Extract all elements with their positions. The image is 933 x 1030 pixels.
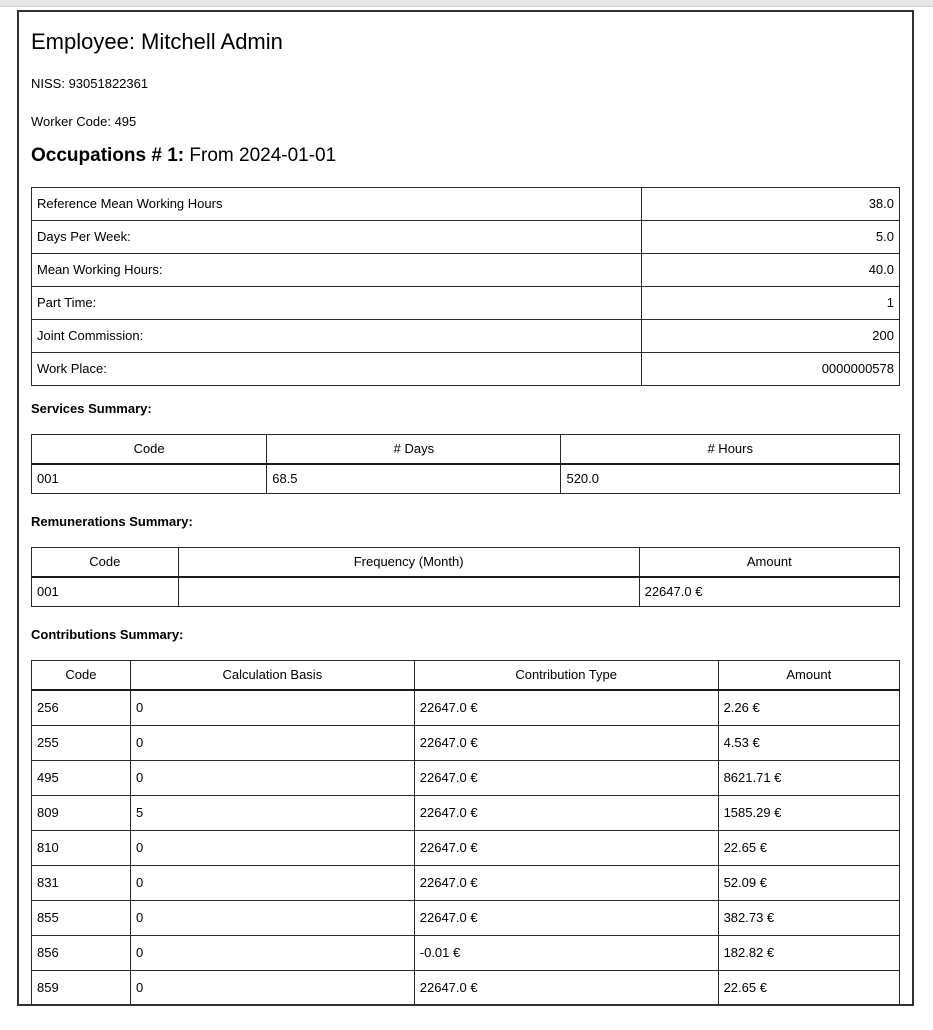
column-header: Code [32, 660, 131, 690]
detail-label: Days Per Week: [32, 220, 642, 253]
detail-value: 5.0 [642, 220, 900, 253]
table-row [32, 830, 900, 865]
occupation-detail-row [32, 286, 900, 319]
table-row [32, 725, 900, 760]
table-cell: 4.53 € [718, 725, 899, 760]
occupation-details-body [32, 187, 900, 385]
contributions-table-body [32, 690, 900, 1006]
column-header: Amount [639, 547, 899, 577]
table-row [32, 865, 900, 900]
contributions-header-row [32, 660, 900, 690]
table-cell: 2.26 € [718, 690, 899, 726]
table-cell: 256 [32, 690, 131, 726]
report-page [17, 10, 914, 1006]
table-cell: 0 [130, 970, 414, 1005]
viewer-top-strip [0, 0, 933, 7]
table-cell: 22647.0 € [639, 577, 899, 607]
services-table-head [32, 434, 900, 464]
occupation-detail-row [32, 352, 900, 385]
occupation-detail-row [32, 220, 900, 253]
table-cell: 5 [130, 795, 414, 830]
table-cell: 22647.0 € [414, 725, 718, 760]
employee-title: Employee: Mitchell Admin [31, 29, 283, 54]
services-table-body [32, 464, 900, 494]
table-cell: -0.01 € [414, 935, 718, 970]
table-row [32, 577, 900, 607]
column-header: # Days [267, 434, 561, 464]
column-header: Amount [718, 660, 899, 690]
table-row [32, 935, 900, 970]
table-cell: 001 [32, 577, 179, 607]
detail-value: 0000000578 [642, 352, 900, 385]
column-header: Calculation Basis [130, 660, 414, 690]
column-header: Contribution Type [414, 660, 718, 690]
table-cell: 52.09 € [718, 865, 899, 900]
contributions-summary-table [31, 660, 900, 1006]
detail-label: Work Place: [32, 352, 642, 385]
detail-label: Reference Mean Working Hours [32, 187, 642, 220]
occupation-heading-date: From 2024-01-01 [189, 145, 337, 166]
column-header: Frequency (Month) [178, 547, 639, 577]
remunerations-header-row [32, 547, 900, 577]
table-cell: 22.65 € [718, 830, 899, 865]
table-cell: 0 [130, 690, 414, 726]
table-cell: 68.5 [267, 464, 561, 494]
services-summary-table [31, 434, 900, 494]
table-cell: 0 [130, 760, 414, 795]
remunerations-summary-table [31, 547, 900, 607]
occupation-detail-row [32, 319, 900, 352]
table-cell: 22647.0 € [414, 970, 718, 1005]
table-cell: 0 [130, 725, 414, 760]
table-row [32, 795, 900, 830]
table-cell: 495 [32, 760, 131, 795]
services-header-row [32, 434, 900, 464]
contributions-summary-label: Contributions Summary: [31, 626, 184, 642]
column-header: # Hours [561, 434, 900, 464]
table-cell: 831 [32, 865, 131, 900]
detail-label: Part Time: [32, 286, 642, 319]
table-row [32, 760, 900, 795]
table-cell: 22647.0 € [414, 865, 718, 900]
table-cell: 22.65 € [718, 970, 899, 1005]
detail-value: 40.0 [642, 253, 900, 286]
table-cell: 22647.0 € [414, 690, 718, 726]
table-cell: 856 [32, 935, 131, 970]
services-summary-label: Services Summary: [31, 400, 152, 416]
table-cell: 22647.0 € [414, 830, 718, 865]
occupation-detail-row [32, 187, 900, 220]
contributions-table-head [32, 660, 900, 690]
remunerations-summary-label: Remunerations Summary: [31, 513, 193, 529]
table-cell: 0 [130, 900, 414, 935]
table-row [32, 970, 900, 1005]
detail-label: Mean Working Hours: [32, 253, 642, 286]
table-cell: 22647.0 € [414, 900, 718, 935]
worker-code-line: Worker Code: 495 [31, 113, 137, 129]
detail-value: 38.0 [642, 187, 900, 220]
niss-line: NISS: 93051822361 [31, 75, 149, 91]
table-cell: 382.73 € [718, 900, 899, 935]
occupation-heading-label: Occupations # 1: [31, 145, 185, 166]
remunerations-table-body [32, 577, 900, 607]
column-header: Code [32, 547, 179, 577]
table-row [32, 900, 900, 935]
table-cell: 8621.71 € [718, 760, 899, 795]
table-cell [178, 577, 639, 607]
remunerations-table-head [32, 547, 900, 577]
column-header: Code [32, 434, 267, 464]
table-cell: 22647.0 € [414, 760, 718, 795]
occupation-details-table [31, 187, 900, 386]
table-cell: 0 [130, 935, 414, 970]
table-cell: 520.0 [561, 464, 900, 494]
table-row [32, 690, 900, 726]
detail-value: 200 [642, 319, 900, 352]
table-cell: 22647.0 € [414, 795, 718, 830]
table-cell: 001 [32, 464, 267, 494]
occupation-heading [31, 144, 900, 168]
occupation-detail-row [32, 253, 900, 286]
detail-value: 1 [642, 286, 900, 319]
table-cell: 182.82 € [718, 935, 899, 970]
detail-label: Joint Commission: [32, 319, 642, 352]
table-cell: 255 [32, 725, 131, 760]
table-cell: 810 [32, 830, 131, 865]
table-cell: 0 [130, 830, 414, 865]
table-cell: 809 [32, 795, 131, 830]
table-cell: 1585.29 € [718, 795, 899, 830]
table-row [32, 464, 900, 494]
table-cell: 859 [32, 970, 131, 1005]
table-cell: 0 [130, 865, 414, 900]
table-cell: 855 [32, 900, 131, 935]
